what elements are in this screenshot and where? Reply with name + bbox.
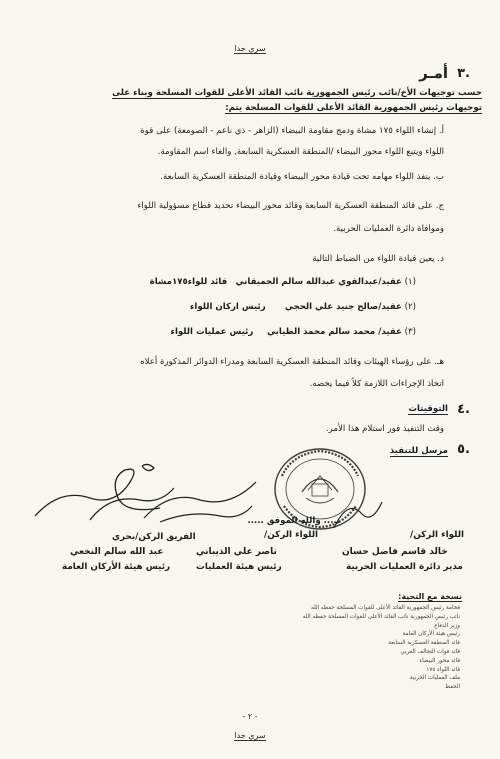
item-h-line-2: اتخاذ الإجراءات اللازمة كلاً فيما يخصه. — [309, 379, 444, 389]
copy-recipient: قائد قوات التحالف العربي — [400, 648, 460, 655]
item-b: ب. ينفذ اللواء مهامه تحت قيادة محور البيضاء وقيادة المنطقة العسكرية السابعة. — [160, 172, 444, 182]
page-number: - ٢ - — [242, 712, 258, 721]
signature-name: ناصر علي الذيباني — [196, 547, 277, 557]
section-4-number: ٤. — [457, 402, 470, 417]
signature-scribble-war-ops — [328, 488, 388, 538]
classification-bottom: سري جدا — [234, 731, 266, 740]
appointment-row: (٣) عقيد/ محمد سالم محمد الطيابي رئيس عمليات اللواء — [170, 327, 416, 337]
signature-rank: الفريق الركن/بحري — [112, 532, 196, 542]
section-3-heading: أمـر — [419, 64, 448, 82]
appointment-row: (١) عقيد/عبدالقوي عبدالله سالم الحميقاني قائد للواء١٧٥مشاة — [149, 277, 416, 287]
section-4-text: وقت التنفيذ فور استلام هذا الأمر. — [325, 424, 444, 434]
item-c-line-2: وموافاة دائرة العمليات الحربية. — [333, 224, 444, 234]
copies-list — [160, 605, 460, 693]
item-a-line-1: أ. إنشاء اللواء ١٧٥ مشاة ودمج مقاومة البيضاء (الزاهر - ذي ناعم - الصومعة) على قوة — [140, 126, 444, 136]
signature-title: رئيس هيئة الأركان العامة — [62, 562, 171, 572]
item-a-line-2: اللواء ويتبع اللواء محور البيضاء /المنطقة العسكرية السابعة, والغاء اسم المقاومة. — [157, 147, 444, 157]
classification-top: سري جدا — [234, 44, 266, 53]
intro-line-1: حسب توجيهات الأخ/نائب رئيس الجمهورية نائب القائد الأعلى للقوات المسلحة وبناء على — [112, 88, 482, 98]
copies-heading: نسخة مع التحية: — [398, 592, 462, 601]
copy-recipient: قائد المنطقة العسكرية السابعة — [388, 640, 460, 647]
item-h-line-1: هـ. على رؤساء الهيئات وقائد المنطقة العسكرية السابعة ومدراء الدوائر المذكورة أعلاه — [140, 357, 444, 367]
signature-name: خالد قاسم فاضل حسان — [342, 547, 448, 557]
copy-recipient: ملف العمليات الحربية — [409, 675, 460, 682]
signature-rank: اللواء الركن/ — [264, 530, 319, 540]
section-3-number: ٣. — [457, 66, 470, 81]
copy-recipient: الحفظ — [444, 684, 460, 691]
copy-recipient: رئيس هيئة الأركان العامة — [402, 631, 460, 638]
intro-line-2: توجيهات رئيس الجمهورية القائد الأعلى للقوات المسلحة يتم: — [225, 103, 482, 113]
section-5-heading: مرسل للتنفيذ — [389, 446, 448, 456]
signature-name: عبد الله سالم النخعي — [70, 547, 164, 557]
item-c-line-1: ج. على قائد المنطقة العسكرية السابعة وقائد محور البيضاء تحديد قطاع مسؤولية اللواء — [137, 201, 444, 211]
signature-title: مدير دائرة العمليات الحربية — [346, 562, 463, 572]
approval-line: ..... والله الموفق ..... — [247, 516, 340, 526]
copy-recipient: فخامة رئيس الجمهورية القائد الأعلى للقوات المسلحة حفظه الله — [310, 605, 460, 611]
signature-scribble-operations — [140, 470, 260, 530]
copy-recipient: قائد محور البيضاء — [419, 657, 460, 664]
copy-recipient: وزير الدفاع — [434, 622, 460, 629]
section-4-heading: التوقيتات — [408, 404, 448, 414]
signature-title: رئيس هيئة العمليات — [196, 562, 282, 572]
copy-recipient: قائد اللواء ١٧٥ — [426, 666, 460, 673]
signature-rank: اللواء الركن/ — [410, 530, 465, 540]
copy-recipient: نائب رئيس الجمهورية نائب القائد الأعلى للقوات المسلحة حفظه الله — [302, 613, 460, 620]
item-d: د. يعين قيادة اللواء من الضباط التالية — [312, 254, 444, 264]
appointment-row: (٢) عقيد/صالح جنيد علي الحجي رئيس اركان اللواء — [190, 302, 416, 312]
section-5-number: ٥. — [457, 442, 470, 457]
